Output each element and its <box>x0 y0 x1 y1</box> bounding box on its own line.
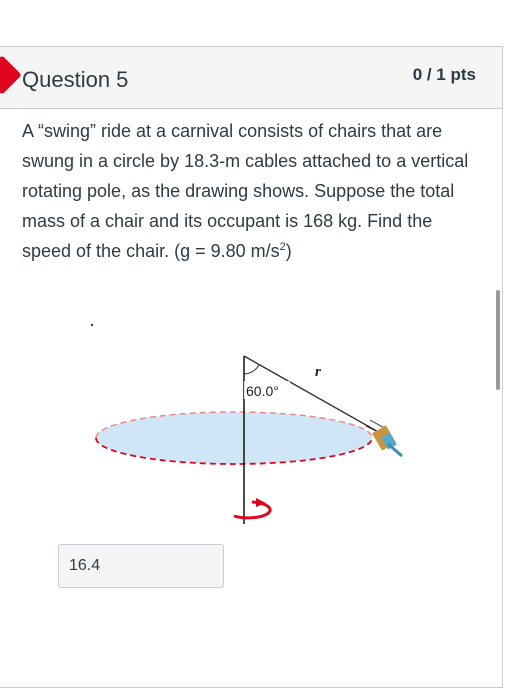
rotation-arrow-icon <box>234 498 270 518</box>
question-header <box>0 47 502 109</box>
question-points: 0 / 1 pts <box>412 65 476 84</box>
question-text-end: ) <box>285 241 292 261</box>
question-text-superscript: 2 <box>279 241 286 253</box>
incorrect-flag-icon <box>0 55 22 95</box>
question-title: Question 5 <box>22 67 129 92</box>
answer-value: 16.4 <box>69 557 101 574</box>
question-text-main: A “swing” ride at a carnival consists of chairs that are swung in a circle by 18.3-m cables attached to a vertical rotating pole, as the drawing shows. Suppose the total mass of a chair and its occupant is 168 kg. Find the speed of the chair. (g = 9.80 m/s <box>22 121 469 261</box>
radius-label: r <box>315 364 321 380</box>
swing-ride-diagram <box>0 316 505 536</box>
answer-field[interactable] <box>58 544 224 588</box>
angle-label: 60.0° <box>246 383 279 399</box>
question-text <box>22 116 477 266</box>
scrollbar-thumb[interactable] <box>496 290 500 390</box>
